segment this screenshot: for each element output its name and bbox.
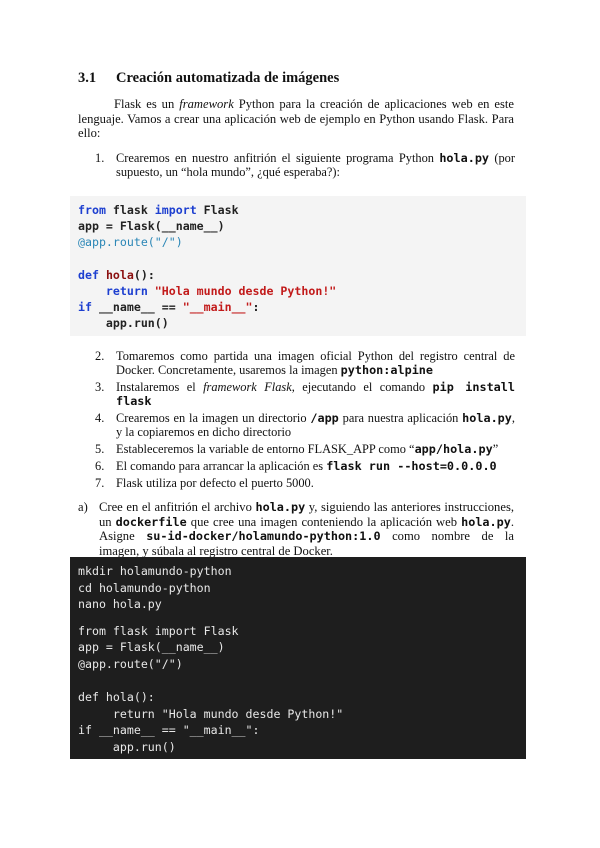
terminal-line: [78, 673, 518, 690]
list-item: [95, 476, 515, 490]
list-item: [95, 380, 515, 408]
steps-list-1: [95, 151, 515, 182]
terminal-line: cd holamundo-python: [78, 580, 211, 595]
list-text: Crearemos en nuestro anfitrión el siguiente programa Python: [116, 151, 440, 165]
list-number: 3.: [95, 380, 105, 394]
code-line-blank: [78, 251, 518, 267]
list-text: , ejecutando el comando: [291, 380, 433, 394]
list-text: Instalaremos el: [116, 380, 204, 394]
terminal-line: @app.route("/"): [78, 656, 183, 671]
inline-code: /app: [310, 411, 339, 425]
inline-code: python:alpine: [340, 363, 434, 377]
list-text: , y la copiaremos en dicho directorio: [116, 411, 515, 439]
code-line: from flask import Flask: [78, 203, 239, 217]
inline-code: dockerfile: [115, 514, 187, 529]
terminal-line: nano hola.py: [78, 597, 162, 612]
inline-code: hola.py: [462, 411, 512, 425]
terminal-code-block: [70, 557, 526, 759]
list-item: [95, 411, 515, 439]
list-number: 5.: [95, 442, 105, 456]
intro-text: Flask es un: [114, 97, 180, 111]
inline-code: pip install flask: [116, 380, 515, 408]
exercise-text: y, siguiendo las anteriores instrucciones, un: [99, 500, 514, 529]
list-text: El comando para arrancar la aplicación es: [116, 459, 327, 473]
list-item: [95, 349, 515, 377]
section-number: 3.1: [78, 70, 97, 86]
terminal-line: if __name__ == "__main__":: [78, 723, 260, 738]
list-italic: framework Flask: [203, 380, 292, 394]
terminal-line: mkdir holamundo-python: [78, 564, 232, 578]
inline-code: hola.py: [461, 514, 511, 529]
exercise-label: a): [78, 500, 88, 514]
list-text: ”: [492, 442, 499, 456]
list-number: 2.: [95, 349, 105, 363]
code-line: app = Flask(__name__): [78, 219, 225, 234]
intro-paragraph: [78, 97, 514, 141]
terminal-line: def hola():: [78, 690, 155, 705]
exercise-a: [78, 500, 514, 558]
list-number: 7.: [95, 476, 105, 490]
code-line: app.run(): [78, 316, 169, 331]
exercise-text: . Asigne: [99, 514, 514, 543]
list-text: Estableceremos la variable de entorno FLASK_APP como “: [116, 442, 415, 456]
list-item: [95, 442, 515, 456]
list-text: para nuestra aplicación: [338, 411, 463, 425]
inline-code: hola.py: [255, 500, 306, 514]
terminal-line: [78, 613, 518, 623]
list-text: Tomaremos como partida una imagen oficial Python del registro central de Docker. Concretamente, usaremos la imagen: [116, 349, 515, 377]
exercise-text: como nombre de la imagen, y súbala al registro central de Docker.: [99, 529, 514, 558]
terminal-line: from flask import Flask: [78, 623, 239, 638]
exercise-text: que cree una imagen conteniendo la aplicación web: [186, 514, 462, 529]
list-text: Flask utiliza por defecto el puerto 5000.: [116, 476, 314, 490]
list-number: 1.: [95, 151, 105, 165]
intro-italic: framework: [179, 97, 234, 111]
list-text: (por supuesto, un “hola mundo”, ¿qué esperaba?):: [116, 151, 515, 179]
section-title: Creación automatizada de imágenes: [116, 70, 340, 86]
terminal-line: app.run(): [78, 739, 176, 754]
exercise-text: Cree en el anfitrión el archivo: [99, 500, 256, 514]
list-number: 4.: [95, 411, 105, 425]
code-line: def hola():: [78, 267, 155, 282]
intro-text-2: Python para la creación de aplicaciones web en este lenguaje. Vamos a crear una aplicación web de ejemplo en Python usando Flask. Para ello:: [78, 97, 514, 140]
list-number: 6.: [95, 459, 105, 473]
code-listing: [70, 196, 526, 336]
list-item: [95, 151, 515, 179]
code-line: if __name__ == "__main__":: [78, 300, 260, 315]
inline-code: flask run --host=0.0.0.0: [326, 459, 497, 473]
code-line: return "Hola mundo desde Python!": [105, 283, 337, 298]
inline-code: hola.py: [439, 151, 490, 165]
inline-code: app/hola.py: [414, 442, 493, 456]
code-line: @app.route("/"): [78, 235, 183, 250]
terminal-line: app = Flask(__name__): [78, 640, 225, 655]
list-item: [95, 459, 515, 473]
terminal-line: return "Hola mundo desde Python!": [78, 706, 344, 721]
section-heading: [78, 70, 339, 87]
steps-list-2: [95, 349, 515, 493]
inline-code: su-id-docker/holamundo-python:1.0: [146, 529, 381, 543]
list-text: Crearemos en la imagen un directorio: [116, 411, 311, 425]
